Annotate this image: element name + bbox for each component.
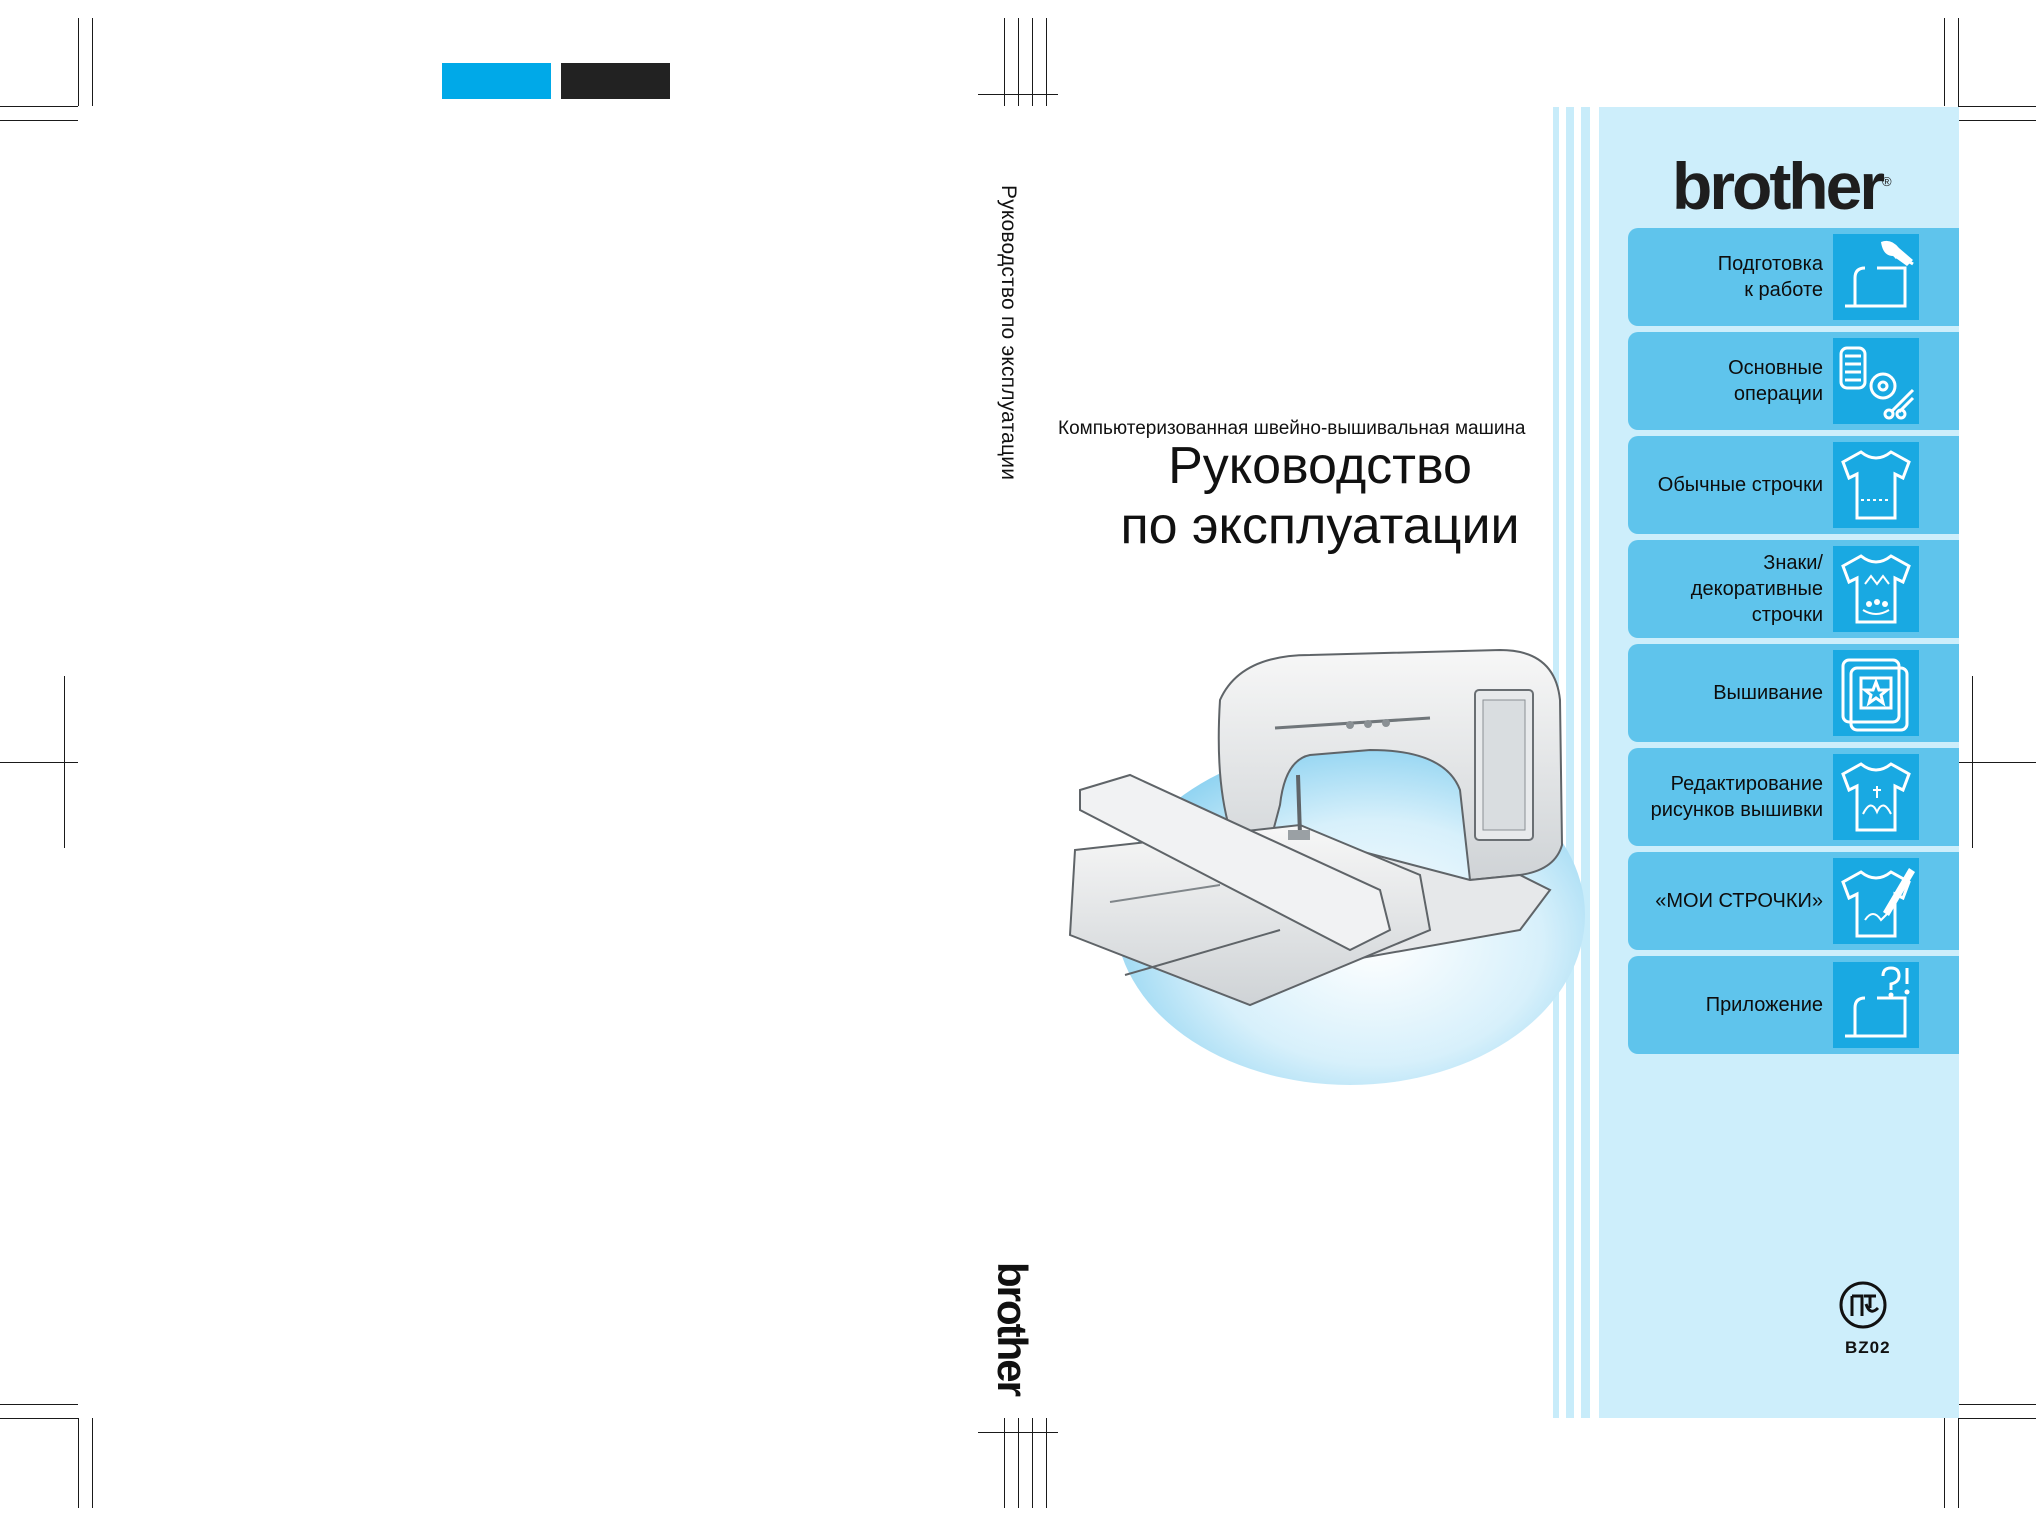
tab-my-custom-stitch[interactable] (1628, 852, 1959, 950)
tab-label: «МОИ СТРОЧКИ» (1655, 890, 1823, 912)
certification-mark-icon (1838, 1280, 1888, 1330)
spine-title: Руководство по эксплуатации (997, 185, 1020, 481)
color-swatch-black (561, 63, 670, 99)
tab-label: Вышивание (1713, 682, 1823, 704)
sewing-machine-question-icon (1833, 962, 1919, 1048)
needle-bar (1298, 775, 1300, 835)
spine-brand-logo: brother (989, 1262, 1036, 1395)
product-subtitle: Компьютеризованная швейно-вышивальная машина (1058, 418, 1526, 439)
tab-label: Подготовка к работе (1717, 253, 1823, 301)
tab-label: Редактирование рисунков вышивки (1650, 773, 1823, 821)
tab-embroidery[interactable] (1628, 644, 1959, 742)
thread-spool-scissors-icon (1833, 338, 1919, 424)
presser-foot (1288, 830, 1310, 840)
tab-edit-embroidery-patterns[interactable] (1628, 748, 1959, 846)
shirt-stitch-icon (1833, 442, 1919, 528)
shirt-edit-design-icon (1833, 754, 1919, 840)
tab-preparation[interactable] (1628, 228, 1959, 326)
shirt-pen-icon (1833, 858, 1919, 944)
manual-title-line-2: по эксплуатации (1120, 497, 1520, 555)
model-code: BZ02 (1845, 1338, 1891, 1357)
tab-appendix[interactable] (1628, 956, 1959, 1054)
embroidery-hoop-star-icon (1833, 650, 1919, 736)
brand-logo: brother® (1672, 149, 1892, 223)
control-button (1346, 721, 1354, 729)
tab-character-decorative-stitches[interactable] (1628, 540, 1959, 638)
sewing-machine-hand-icon (1833, 234, 1919, 320)
tab-utility-stitches[interactable] (1628, 436, 1959, 534)
lcd-inner (1483, 700, 1525, 830)
color-swatch-cyan (442, 63, 551, 99)
manual-title-line-1: Руководство (1168, 437, 1472, 495)
control-button (1364, 720, 1372, 728)
control-button (1382, 719, 1390, 727)
tab-basic-operations[interactable] (1628, 332, 1959, 430)
tab-label: Обычные строчки (1657, 474, 1823, 496)
tab-label: Знаки/ декоративные строчки (1690, 552, 1823, 626)
manual-title (1060, 436, 1580, 556)
shirt-abc-icon (1833, 546, 1919, 632)
tab-label: Основные операции (1728, 357, 1823, 405)
tab-label: Приложение (1705, 994, 1823, 1016)
sewing-machine-illustration (1050, 630, 1590, 1090)
